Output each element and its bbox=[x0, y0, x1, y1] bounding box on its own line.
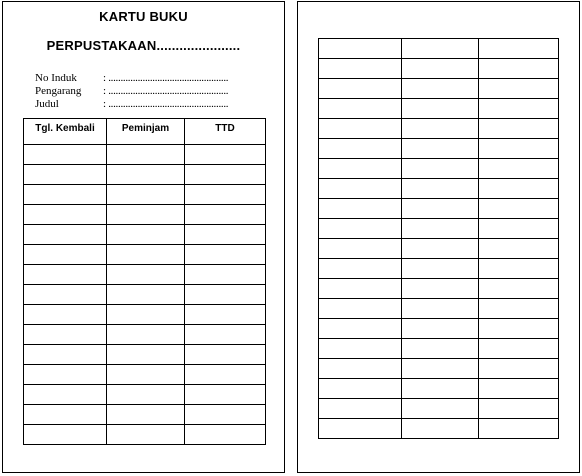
empty-cell bbox=[107, 345, 185, 365]
empty-cell bbox=[319, 239, 402, 259]
empty-cell bbox=[402, 239, 479, 259]
empty-cell bbox=[402, 379, 479, 399]
table-row bbox=[24, 385, 266, 405]
empty-cell bbox=[185, 325, 266, 345]
column-header-tgl-kembali: Tgl. Kembali bbox=[24, 119, 107, 145]
empty-cell bbox=[319, 179, 402, 199]
table-row bbox=[24, 225, 266, 245]
empty-cell bbox=[107, 365, 185, 385]
empty-cell bbox=[479, 99, 559, 119]
empty-cell bbox=[319, 259, 402, 279]
library-name-line: PERPUSTAKAAN...................... bbox=[46, 38, 241, 53]
table-row bbox=[319, 339, 559, 359]
table-row bbox=[319, 259, 559, 279]
empty-cell bbox=[319, 99, 402, 119]
empty-cell bbox=[319, 319, 402, 339]
empty-cell bbox=[319, 119, 402, 139]
empty-cell bbox=[185, 145, 266, 165]
empty-cell bbox=[185, 205, 266, 225]
empty-cell bbox=[24, 365, 107, 385]
empty-cell bbox=[24, 205, 107, 225]
table-header-row bbox=[24, 119, 266, 145]
empty-cell bbox=[107, 425, 185, 445]
empty-cell bbox=[402, 399, 479, 419]
empty-cell bbox=[319, 199, 402, 219]
empty-cell bbox=[479, 59, 559, 79]
table-row bbox=[24, 365, 266, 385]
table-row bbox=[24, 305, 266, 325]
empty-cell bbox=[107, 385, 185, 405]
empty-cell bbox=[479, 279, 559, 299]
empty-cell bbox=[319, 339, 402, 359]
empty-cell bbox=[479, 179, 559, 199]
empty-cell bbox=[402, 359, 479, 379]
empty-cell bbox=[185, 265, 266, 285]
book-card-front bbox=[2, 1, 285, 473]
table-row bbox=[319, 79, 559, 99]
empty-cell bbox=[479, 299, 559, 319]
empty-cell bbox=[479, 119, 559, 139]
empty-cell bbox=[185, 285, 266, 305]
card-title: KARTU BUKU bbox=[99, 9, 188, 24]
empty-cell bbox=[319, 79, 402, 99]
empty-cell bbox=[185, 345, 266, 365]
empty-cell bbox=[402, 139, 479, 159]
field-judul bbox=[35, 98, 228, 111]
table-row bbox=[24, 205, 266, 225]
empty-cell bbox=[319, 219, 402, 239]
empty-cell bbox=[402, 259, 479, 279]
empty-cell bbox=[107, 185, 185, 205]
table-row bbox=[319, 219, 559, 239]
empty-cell bbox=[185, 165, 266, 185]
table-row bbox=[319, 379, 559, 399]
empty-cell bbox=[24, 285, 107, 305]
empty-cell bbox=[479, 319, 559, 339]
table-row bbox=[319, 59, 559, 79]
field-blank: : ................................................. bbox=[103, 85, 229, 97]
empty-cell bbox=[319, 159, 402, 179]
empty-cell bbox=[24, 385, 107, 405]
empty-cell bbox=[319, 39, 402, 59]
table-row bbox=[319, 359, 559, 379]
empty-cell bbox=[24, 305, 107, 325]
empty-cell bbox=[185, 385, 266, 405]
empty-cell bbox=[185, 245, 266, 265]
empty-cell bbox=[24, 165, 107, 185]
empty-cell bbox=[185, 425, 266, 445]
empty-cell bbox=[24, 265, 107, 285]
empty-cell bbox=[402, 279, 479, 299]
field-blank: : ................................................. bbox=[103, 72, 229, 84]
empty-cell bbox=[402, 79, 479, 99]
empty-cell bbox=[319, 139, 402, 159]
table-row bbox=[24, 345, 266, 365]
table-row bbox=[319, 119, 559, 139]
empty-cell bbox=[479, 399, 559, 419]
empty-cell bbox=[402, 179, 479, 199]
empty-cell bbox=[24, 225, 107, 245]
table-row bbox=[319, 419, 559, 439]
empty-cell bbox=[185, 185, 266, 205]
empty-cell bbox=[185, 365, 266, 385]
table-row bbox=[24, 165, 266, 185]
table-row bbox=[319, 179, 559, 199]
empty-cell bbox=[107, 225, 185, 245]
empty-cell bbox=[402, 319, 479, 339]
empty-cell bbox=[24, 325, 107, 345]
empty-cell bbox=[479, 259, 559, 279]
empty-cell bbox=[107, 265, 185, 285]
table-row bbox=[319, 199, 559, 219]
empty-cell bbox=[479, 79, 559, 99]
empty-cell bbox=[402, 99, 479, 119]
empty-cell bbox=[402, 199, 479, 219]
empty-cell bbox=[479, 39, 559, 59]
field-pengarang bbox=[35, 85, 228, 98]
empty-cell bbox=[107, 285, 185, 305]
empty-cell bbox=[319, 399, 402, 419]
column-header-ttd: TTD bbox=[185, 119, 266, 145]
empty-cell bbox=[107, 165, 185, 185]
table-row bbox=[24, 405, 266, 425]
table-row bbox=[24, 265, 266, 285]
field-label: No Induk bbox=[35, 72, 77, 84]
empty-cell bbox=[319, 359, 402, 379]
empty-cell bbox=[24, 245, 107, 265]
empty-cell bbox=[185, 225, 266, 245]
empty-cell bbox=[319, 379, 402, 399]
field-label: Pengarang bbox=[35, 85, 82, 97]
empty-cell bbox=[185, 305, 266, 325]
empty-cell bbox=[107, 305, 185, 325]
empty-cell bbox=[479, 139, 559, 159]
empty-cell bbox=[402, 419, 479, 439]
empty-cell bbox=[107, 325, 185, 345]
empty-cell bbox=[402, 39, 479, 59]
empty-cell bbox=[107, 405, 185, 425]
table-row bbox=[319, 99, 559, 119]
empty-cell bbox=[402, 59, 479, 79]
empty-cell bbox=[402, 119, 479, 139]
table-row bbox=[319, 159, 559, 179]
table-row bbox=[319, 279, 559, 299]
empty-cell bbox=[319, 299, 402, 319]
empty-cell bbox=[479, 359, 559, 379]
field-no-induk bbox=[35, 72, 228, 85]
empty-cell bbox=[479, 219, 559, 239]
empty-cell bbox=[479, 339, 559, 359]
table-row bbox=[24, 285, 266, 305]
empty-cell bbox=[479, 239, 559, 259]
table-row bbox=[24, 245, 266, 265]
table-row bbox=[24, 325, 266, 345]
loan-record-table-continued bbox=[318, 38, 559, 439]
table-row bbox=[24, 145, 266, 165]
empty-cell bbox=[479, 199, 559, 219]
empty-cell bbox=[479, 379, 559, 399]
empty-cell bbox=[402, 219, 479, 239]
table-row bbox=[24, 185, 266, 205]
table-row bbox=[319, 319, 559, 339]
table-row bbox=[319, 399, 559, 419]
book-info-fields bbox=[35, 72, 228, 111]
empty-cell bbox=[24, 425, 107, 445]
table-row bbox=[24, 425, 266, 445]
empty-cell bbox=[24, 185, 107, 205]
empty-cell bbox=[479, 419, 559, 439]
table-row bbox=[319, 139, 559, 159]
empty-cell bbox=[24, 345, 107, 365]
empty-cell bbox=[24, 145, 107, 165]
table-row bbox=[319, 239, 559, 259]
table-row bbox=[319, 39, 559, 59]
empty-cell bbox=[319, 59, 402, 79]
empty-cell bbox=[107, 145, 185, 165]
column-header-peminjam: Peminjam bbox=[107, 119, 185, 145]
empty-cell bbox=[185, 405, 266, 425]
empty-cell bbox=[107, 205, 185, 225]
empty-cell bbox=[319, 419, 402, 439]
empty-cell bbox=[402, 159, 479, 179]
empty-cell bbox=[402, 339, 479, 359]
field-blank: : ................................................. bbox=[103, 98, 229, 110]
empty-cell bbox=[402, 299, 479, 319]
empty-cell bbox=[107, 245, 185, 265]
field-label: Judul bbox=[35, 98, 59, 110]
empty-cell bbox=[24, 405, 107, 425]
empty-cell bbox=[319, 279, 402, 299]
book-card-back bbox=[297, 1, 580, 473]
table-row bbox=[319, 299, 559, 319]
empty-cell bbox=[479, 159, 559, 179]
loan-record-table bbox=[23, 118, 266, 445]
